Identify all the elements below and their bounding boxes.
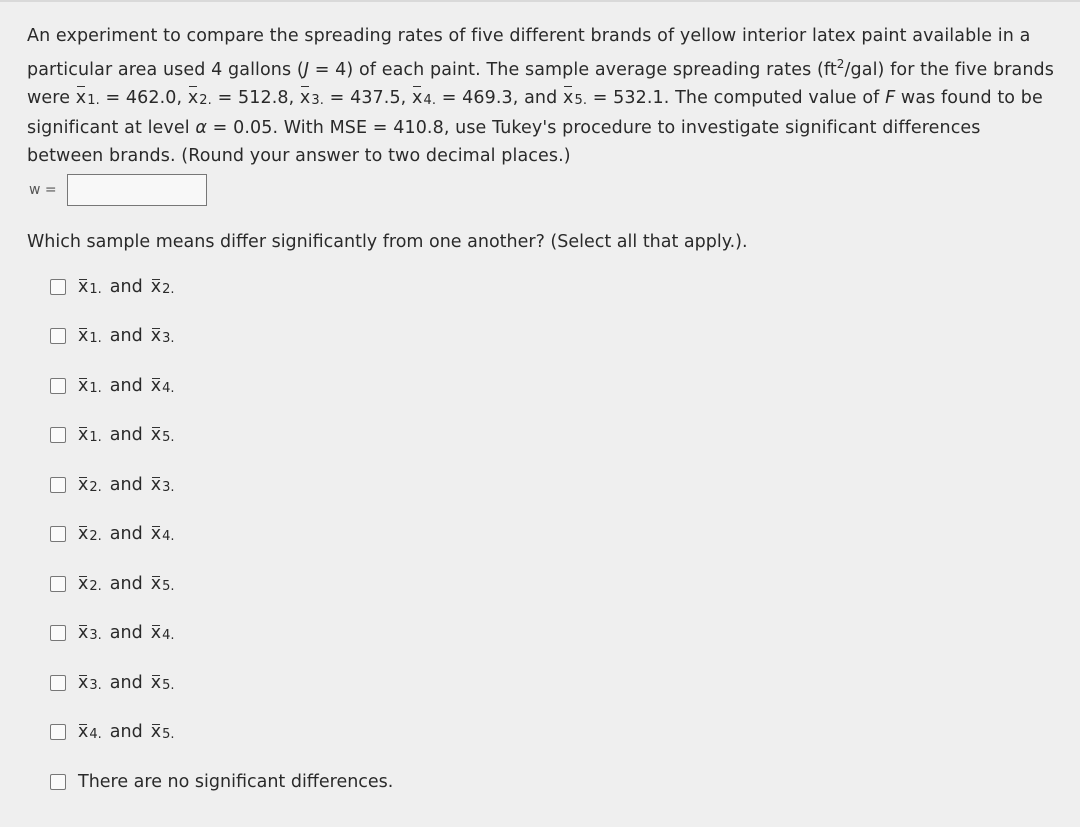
mean-symbol: $x_{1.}$ [78,326,102,347]
mean-symbol: $x_{4.}$ [150,375,175,396]
alpha-symbol: α [195,117,207,138]
superscript: 2 [836,57,845,71]
option-1-3[interactable] [50,312,393,362]
mean-symbol: $x_{2.}$ [78,524,102,545]
and-text: and [109,375,143,396]
question-part: = 0.05. With MSE = 410.8, use Tukey's procedure to investigate significant differences between brands. (Round your answer to two decimal places.) [27,117,981,166]
option-1-2[interactable] [50,262,393,312]
options-list [50,262,393,807]
and-text: and [109,672,143,693]
option-2-3[interactable] [50,460,393,510]
j-symbol: J [303,59,310,80]
mean-symbol: $x_{3.}$ [78,623,102,644]
question-text [27,22,1057,170]
mean-symbol: $x_{5.}$ [150,425,175,446]
mean-symbol: $x_{2.}$ [78,573,102,594]
mean-symbol: $x_{5.}$ [150,573,175,594]
checkbox[interactable] [50,477,66,493]
mean-symbol-1: $x_{1.}$ [76,84,100,114]
mean-symbol: $x_{4.}$ [150,623,175,644]
option-3-4[interactable] [50,609,393,659]
and-text: and [109,326,143,347]
option-no-significant-differences[interactable] [50,757,393,807]
and-text: and [109,474,143,495]
question-part: was found to be significant at level [27,87,1043,138]
option-1-5[interactable] [50,411,393,461]
mean-value-1: = 462.0, [99,87,188,108]
mean-symbol: $x_{4.}$ [150,524,175,545]
mean-value-3: = 437.5, [324,87,413,108]
mean-symbol-2: $x_{2.}$ [188,84,212,114]
checkbox[interactable] [50,526,66,542]
option-4-5[interactable] [50,708,393,758]
top-divider [0,0,1080,2]
mean-symbol: $x_{3.}$ [150,326,175,347]
mean-symbol: $x_{1.}$ [78,276,102,297]
f-symbol: F [885,87,896,108]
and-text: and [109,276,143,297]
w-answer-row [29,172,207,208]
option-2-5[interactable] [50,559,393,609]
mean-symbol: $x_{5.}$ [150,672,175,693]
w-label: w = [29,182,57,198]
w-answer-input[interactable] [67,174,207,206]
mean-value-5: = 532.1. The computed value of [587,87,886,108]
checkbox[interactable] [50,576,66,592]
and-text: and [109,722,143,743]
option-label: There are no significant differences. [78,771,394,792]
checkbox[interactable] [50,675,66,691]
question-part: = 4) of each paint. The sample average spreading rates (ft [309,59,837,80]
and-text: and [109,573,143,594]
question-part: An experiment to compare the spreading rates of five different brands of yellow interior latex paint available in a particular area used 4 gallons ( [27,26,1031,80]
mean-symbol: $x_{3.}$ [150,474,175,495]
mean-symbol-3: $x_{3.}$ [300,84,324,114]
mean-symbol: $x_{1.}$ [78,375,102,396]
mean-value-4: = 469.3, and [436,87,563,108]
mean-symbol-5: $x_{5.}$ [563,84,587,114]
and-text: and [109,623,143,644]
and-text: and [109,425,143,446]
mean-symbol: $x_{4.}$ [78,722,102,743]
mean-symbol: $x_{5.}$ [150,722,175,743]
option-2-4[interactable] [50,510,393,560]
option-3-5[interactable] [50,658,393,708]
checkbox[interactable] [50,724,66,740]
question-part: /gal) for the five brands were [27,59,1054,108]
checkbox[interactable] [50,774,66,790]
checkbox[interactable] [50,279,66,295]
checkbox[interactable] [50,378,66,394]
checkbox[interactable] [50,427,66,443]
checkbox[interactable] [50,625,66,641]
checkbox[interactable] [50,328,66,344]
mean-symbol-4: $x_{4.}$ [412,84,436,114]
mean-symbol: $x_{2.}$ [78,474,102,495]
mean-symbol: $x_{2.}$ [150,276,175,297]
mean-symbol: $x_{3.}$ [78,672,102,693]
and-text: and [109,524,143,545]
mean-value-2: = 512.8, [211,87,300,108]
option-1-4[interactable] [50,361,393,411]
select-prompt: Which sample means differ significantly from one another? (Select all that apply.). [27,232,748,252]
mean-symbol: $x_{1.}$ [78,425,102,446]
